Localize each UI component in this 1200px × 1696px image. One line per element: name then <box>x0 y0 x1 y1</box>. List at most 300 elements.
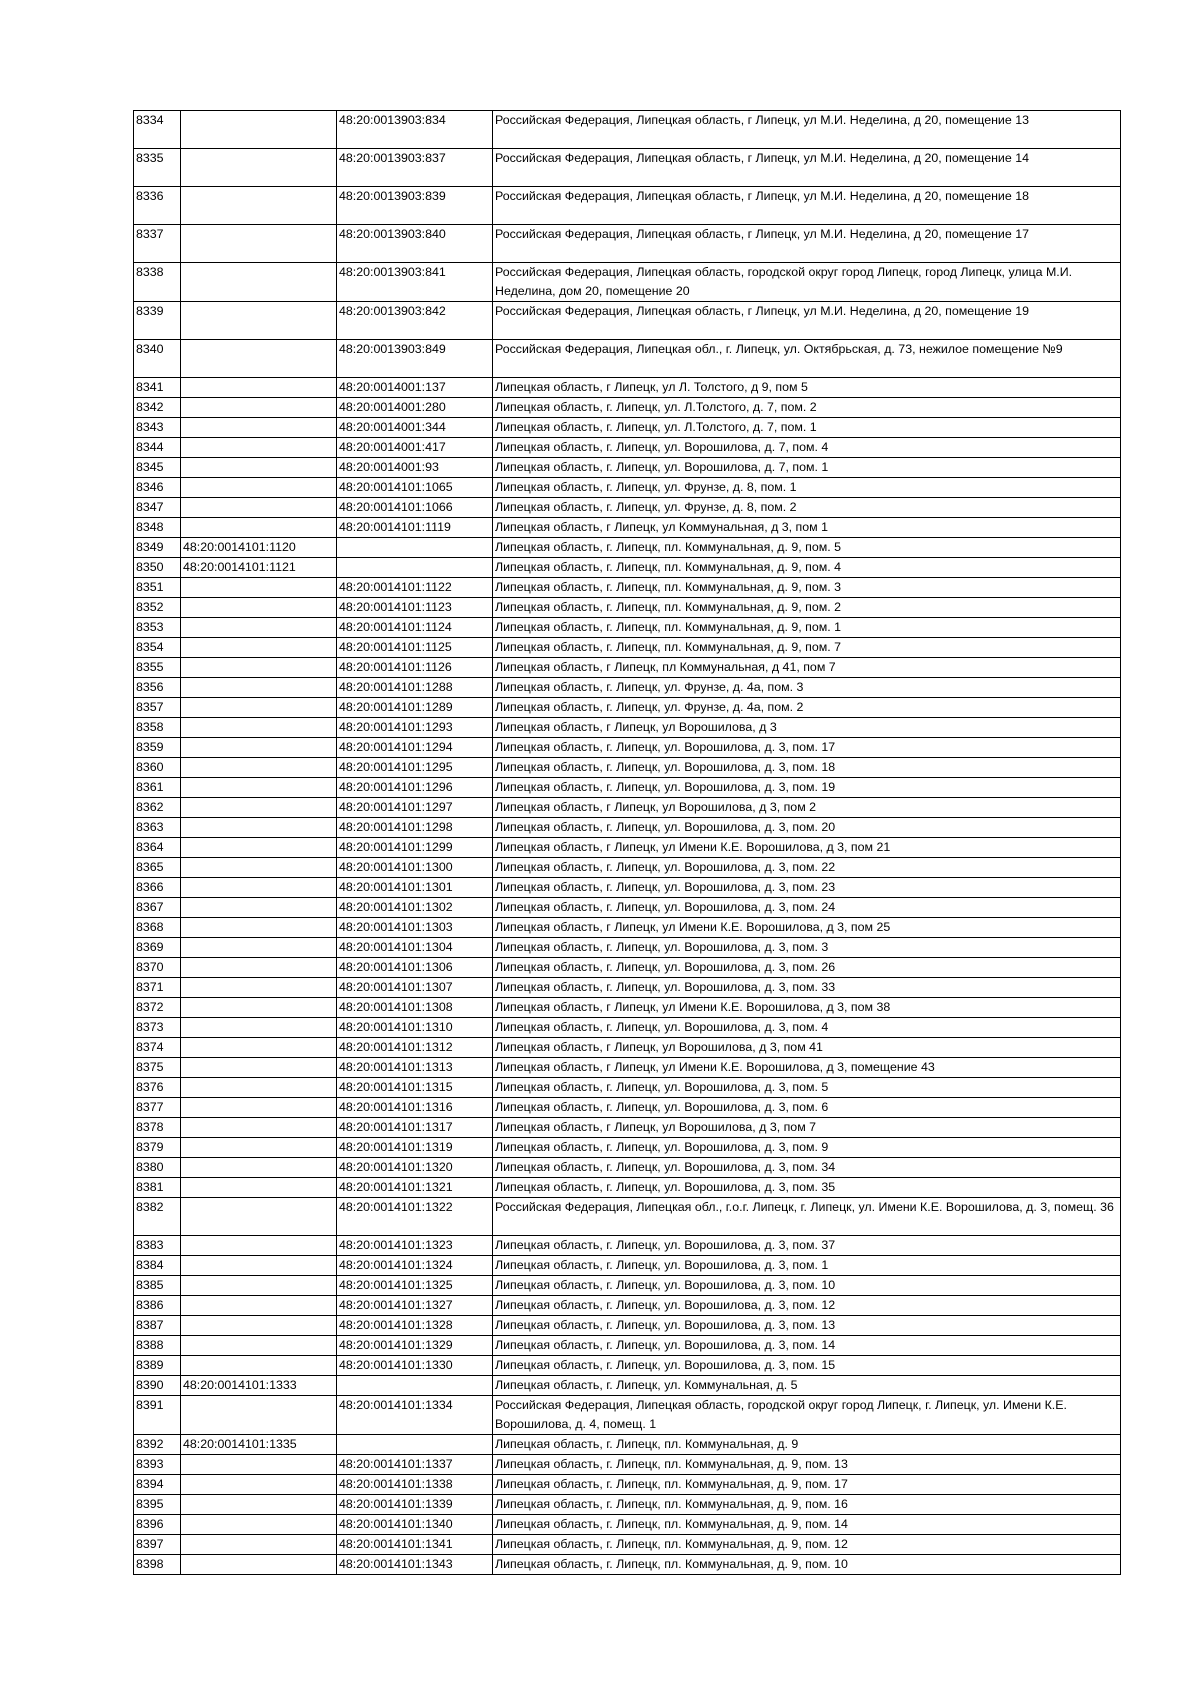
table-row <box>134 458 1121 478</box>
cadastral-number-alt-cell: 48:20:0014001:93 <box>337 458 493 478</box>
address-cell: Липецкая область, г. Липецк, ул. Ворошилова, д. 3, пом. 26 <box>493 958 1121 978</box>
cadastral-number-cell <box>181 938 337 958</box>
row-number-cell: 8350 <box>134 558 181 578</box>
address-cell: Липецкая область, г. Липецк, пл. Коммунальная, д. 9, пом. 10 <box>493 1555 1121 1575</box>
row-number-cell: 8371 <box>134 978 181 998</box>
table-row <box>134 678 1121 698</box>
table-row <box>134 1158 1121 1178</box>
row-number-cell: 8363 <box>134 818 181 838</box>
cadastral-number-alt-cell: 48:20:0013903:839 <box>337 187 493 225</box>
address-cell: Российская Федерация, Липецкая область, г Липецк, ул М.И. Неделина, д 20, помещение 17 <box>493 225 1121 263</box>
row-number-cell: 8393 <box>134 1455 181 1475</box>
table-row <box>134 1256 1121 1276</box>
cadastral-number-cell <box>181 518 337 538</box>
row-number-cell: 8359 <box>134 738 181 758</box>
cadastral-number-alt-cell: 48:20:0014101:1307 <box>337 978 493 998</box>
cadastral-number-alt-cell: 48:20:0014101:1124 <box>337 618 493 638</box>
table-row <box>134 1038 1121 1058</box>
cadastral-number-alt-cell: 48:20:0014101:1324 <box>337 1256 493 1276</box>
table-row <box>134 263 1121 302</box>
cadastral-number-cell <box>181 818 337 838</box>
cadastral-number-cell <box>181 1336 337 1356</box>
cadastral-number-cell <box>181 958 337 978</box>
property-registry-table <box>133 110 1121 1575</box>
row-number-cell: 8382 <box>134 1198 181 1236</box>
table-row <box>134 1495 1121 1515</box>
table-row <box>134 187 1121 225</box>
address-cell: Липецкая область, г. Липецк, ул. Ворошилова, д. 3, пом. 34 <box>493 1158 1121 1178</box>
cadastral-number-cell <box>181 838 337 858</box>
table-row <box>134 1555 1121 1575</box>
table-row <box>134 578 1121 598</box>
address-cell: Липецкая область, г Липецк, ул Ворошилова, д 3 <box>493 718 1121 738</box>
address-cell: Липецкая область, г Липецк, ул Имени К.Е. Ворошилова, д 3, пом 38 <box>493 998 1121 1018</box>
address-cell: Липецкая область, г. Липецк, ул. Фрунзе, д. 4а, пом. 3 <box>493 678 1121 698</box>
row-number-cell: 8396 <box>134 1515 181 1535</box>
cadastral-number-cell <box>181 1256 337 1276</box>
address-cell: Российская Федерация, Липецкая область, городской округ город Липецк, город Липецк, улица М.И. Неделина, дом 20, помещение 20 <box>493 263 1121 302</box>
address-cell: Российская Федерация, Липецкая область, городской округ город Липецк, г. Липецк, ул. Имени К.Е. Ворошилова, д. 4, помещ. 1 <box>493 1396 1121 1435</box>
cadastral-number-alt-cell: 48:20:0014101:1288 <box>337 678 493 698</box>
cadastral-number-alt-cell: 48:20:0014101:1119 <box>337 518 493 538</box>
cadastral-number-alt-cell: 48:20:0014101:1321 <box>337 1178 493 1198</box>
row-number-cell: 8357 <box>134 698 181 718</box>
cadastral-number-cell <box>181 1515 337 1535</box>
address-cell: Липецкая область, г. Липецк, ул. Ворошилова, д. 3, пом. 12 <box>493 1296 1121 1316</box>
address-cell: Липецкая область, г. Липецк, ул. Ворошилова, д. 3, пом. 13 <box>493 1316 1121 1336</box>
table-row <box>134 111 1121 149</box>
row-number-cell: 8375 <box>134 1058 181 1078</box>
cadastral-number-cell <box>181 1555 337 1575</box>
cadastral-number-cell: 48:20:0014101:1120 <box>181 538 337 558</box>
cadastral-number-cell <box>181 1495 337 1515</box>
address-cell: Липецкая область, г. Липецк, пл. Коммунальная, д. 9, пом. 2 <box>493 598 1121 618</box>
cadastral-number-alt-cell: 48:20:0013903:840 <box>337 225 493 263</box>
table-row <box>134 398 1121 418</box>
cadastral-number-alt-cell: 48:20:0014101:1328 <box>337 1316 493 1336</box>
cadastral-number-alt-cell: 48:20:0014101:1293 <box>337 718 493 738</box>
cadastral-number-alt-cell: 48:20:0014101:1327 <box>337 1296 493 1316</box>
cadastral-number-alt-cell: 48:20:0014001:417 <box>337 438 493 458</box>
row-number-cell: 8334 <box>134 111 181 149</box>
cadastral-number-cell <box>181 678 337 698</box>
address-cell: Липецкая область, г. Липецк, пл. Коммунальная, д. 9, пом. 17 <box>493 1475 1121 1495</box>
address-cell: Липецкая область, г. Липецк, ул. Ворошилова, д. 7, пом. 1 <box>493 458 1121 478</box>
row-number-cell: 8340 <box>134 340 181 378</box>
table-row <box>134 918 1121 938</box>
table-row <box>134 1356 1121 1376</box>
cadastral-number-alt-cell: 48:20:0014101:1294 <box>337 738 493 758</box>
cadastral-number-cell <box>181 1198 337 1236</box>
cadastral-number-cell <box>181 1455 337 1475</box>
table-row <box>134 302 1121 340</box>
cadastral-number-cell <box>181 1138 337 1158</box>
address-cell: Липецкая область, г Липецк, ул Ворошилова, д 3, пом 41 <box>493 1038 1121 1058</box>
address-cell: Липецкая область, г. Липецк, ул. Фрунзе, д. 8, пом. 2 <box>493 498 1121 518</box>
table-row <box>134 798 1121 818</box>
cadastral-number-alt-cell <box>337 1435 493 1455</box>
cadastral-number-alt-cell: 48:20:0014101:1334 <box>337 1396 493 1435</box>
cadastral-number-cell <box>181 1038 337 1058</box>
row-number-cell: 8376 <box>134 1078 181 1098</box>
address-cell: Российская Федерация, Липецкая область, г Липецк, ул М.И. Неделина, д 20, помещение 13 <box>493 111 1121 149</box>
row-number-cell: 8373 <box>134 1018 181 1038</box>
table-row <box>134 978 1121 998</box>
cadastral-number-alt-cell: 48:20:0014101:1298 <box>337 818 493 838</box>
cadastral-number-cell <box>181 225 337 263</box>
address-cell: Липецкая область, г. Липецк, ул. Ворошилова, д. 3, пом. 22 <box>493 858 1121 878</box>
address-cell: Липецкая область, г. Липецк, пл. Коммунальная, д. 9, пом. 3 <box>493 578 1121 598</box>
table-row <box>134 818 1121 838</box>
row-number-cell: 8344 <box>134 438 181 458</box>
cadastral-number-cell <box>181 718 337 738</box>
address-cell: Липецкая область, г. Липецк, ул. Ворошилова, д. 3, пом. 5 <box>493 1078 1121 1098</box>
table-row <box>134 898 1121 918</box>
row-number-cell: 8397 <box>134 1535 181 1555</box>
table-row <box>134 638 1121 658</box>
cadastral-number-cell <box>181 458 337 478</box>
cadastral-number-cell <box>181 1535 337 1555</box>
row-number-cell: 8392 <box>134 1435 181 1455</box>
cadastral-number-cell <box>181 111 337 149</box>
cadastral-number-cell <box>181 918 337 938</box>
row-number-cell: 8342 <box>134 398 181 418</box>
address-cell: Липецкая область, г Липецк, пл Коммунальная, д 41, пом 7 <box>493 658 1121 678</box>
address-cell: Липецкая область, г. Липецк, ул. Ворошилова, д. 3, пом. 4 <box>493 1018 1121 1038</box>
cadastral-number-cell <box>181 1236 337 1256</box>
address-cell: Липецкая область, г. Липецк, пл. Коммунальная, д. 9 <box>493 1435 1121 1455</box>
cadastral-number-alt-cell: 48:20:0014101:1308 <box>337 998 493 1018</box>
cadastral-number-cell <box>181 758 337 778</box>
table-row <box>134 498 1121 518</box>
cadastral-number-alt-cell: 48:20:0014101:1123 <box>337 598 493 618</box>
row-number-cell: 8398 <box>134 1555 181 1575</box>
table-row <box>134 1078 1121 1098</box>
cadastral-number-alt-cell: 48:20:0014101:1065 <box>337 478 493 498</box>
table-row <box>134 1336 1121 1356</box>
address-cell: Липецкая область, г. Липецк, ул. Ворошилова, д. 3, пом. 15 <box>493 1356 1121 1376</box>
table-row <box>134 438 1121 458</box>
address-cell: Липецкая область, г Липецк, ул Имени К.Е. Ворошилова, д 3, пом 25 <box>493 918 1121 938</box>
cadastral-number-alt-cell: 48:20:0014101:1301 <box>337 878 493 898</box>
table-row <box>134 1515 1121 1535</box>
table-row <box>134 1198 1121 1236</box>
cadastral-number-alt-cell: 48:20:0014101:1122 <box>337 578 493 598</box>
cadastral-number-alt-cell: 48:20:0013903:842 <box>337 302 493 340</box>
address-cell: Липецкая область, г Липецк, ул Ворошилова, д 3, пом 2 <box>493 798 1121 818</box>
cadastral-number-cell: 48:20:0014101:1121 <box>181 558 337 578</box>
address-cell: Липецкая область, г. Липецк, ул. Ворошилова, д. 3, пом. 14 <box>493 1336 1121 1356</box>
address-cell: Липецкая область, г. Липецк, ул. Ворошилова, д. 3, пом. 17 <box>493 738 1121 758</box>
address-cell: Липецкая область, г. Липецк, ул. Ворошилова, д. 3, пом. 19 <box>493 778 1121 798</box>
table-row <box>134 878 1121 898</box>
table-row <box>134 758 1121 778</box>
table-row <box>134 618 1121 638</box>
cadastral-number-alt-cell: 48:20:0014101:1312 <box>337 1038 493 1058</box>
cadastral-number-cell <box>181 398 337 418</box>
cadastral-number-alt-cell: 48:20:0014101:1320 <box>337 1158 493 1178</box>
address-cell: Российская Федерация, Липецкая область, г Липецк, ул М.И. Неделина, д 20, помещение 18 <box>493 187 1121 225</box>
address-cell: Липецкая область, г. Липецк, пл. Коммунальная, д. 9, пом. 7 <box>493 638 1121 658</box>
table-row <box>134 1118 1121 1138</box>
address-cell: Российская Федерация, Липецкая обл., г. Липецк, ул. Октябрьская, д. 73, нежилое помещение №9 <box>493 340 1121 378</box>
table-row <box>134 838 1121 858</box>
cadastral-number-alt-cell <box>337 538 493 558</box>
row-number-cell: 8395 <box>134 1495 181 1515</box>
address-cell: Российская Федерация, Липецкая обл., г.о.г. Липецк, г. Липецк, ул. Имени К.Е. Ворошилова, д. 3, помещ. 36 <box>493 1198 1121 1236</box>
row-number-cell: 8346 <box>134 478 181 498</box>
address-cell: Липецкая область, г Липецк, ул Ворошилова, д 3, пом 7 <box>493 1118 1121 1138</box>
cadastral-number-cell <box>181 1475 337 1495</box>
cadastral-number-cell: 48:20:0014101:1333 <box>181 1376 337 1396</box>
row-number-cell: 8372 <box>134 998 181 1018</box>
cadastral-number-alt-cell: 48:20:0014101:1322 <box>337 1198 493 1236</box>
cadastral-number-cell <box>181 1296 337 1316</box>
cadastral-number-cell <box>181 149 337 187</box>
table-row <box>134 1296 1121 1316</box>
row-number-cell: 8337 <box>134 225 181 263</box>
address-cell: Липецкая область, г. Липецк, ул. Ворошилова, д. 7, пом. 4 <box>493 438 1121 458</box>
cadastral-number-alt-cell <box>337 1376 493 1396</box>
table-row <box>134 478 1121 498</box>
cadastral-number-cell <box>181 1316 337 1336</box>
cadastral-number-alt-cell: 48:20:0014101:1323 <box>337 1236 493 1256</box>
cadastral-number-alt-cell: 48:20:0014101:1337 <box>337 1455 493 1475</box>
cadastral-number-alt-cell: 48:20:0014001:137 <box>337 378 493 398</box>
cadastral-number-cell <box>181 478 337 498</box>
cadastral-number-alt-cell: 48:20:0014101:1299 <box>337 838 493 858</box>
cadastral-number-alt-cell: 48:20:0014101:1343 <box>337 1555 493 1575</box>
cadastral-number-cell <box>181 1018 337 1038</box>
row-number-cell: 8362 <box>134 798 181 818</box>
cadastral-number-cell <box>181 1058 337 1078</box>
cadastral-number-alt-cell: 48:20:0014101:1341 <box>337 1535 493 1555</box>
address-cell: Липецкая область, г. Липецк, ул. Ворошилова, д. 3, пом. 18 <box>493 758 1121 778</box>
row-number-cell: 8348 <box>134 518 181 538</box>
address-cell: Липецкая область, г. Липецк, пл. Коммунальная, д. 9, пом. 16 <box>493 1495 1121 1515</box>
row-number-cell: 8391 <box>134 1396 181 1435</box>
row-number-cell: 8379 <box>134 1138 181 1158</box>
cadastral-number-alt-cell: 48:20:0013903:841 <box>337 263 493 302</box>
cadastral-number-alt-cell: 48:20:0014001:280 <box>337 398 493 418</box>
table-row <box>134 340 1121 378</box>
cadastral-number-alt-cell: 48:20:0014101:1310 <box>337 1018 493 1038</box>
row-number-cell: 8343 <box>134 418 181 438</box>
table-row <box>134 418 1121 438</box>
cadastral-number-alt-cell: 48:20:0014101:1295 <box>337 758 493 778</box>
address-cell: Липецкая область, г. Липецк, ул. Ворошилова, д. 3, пом. 20 <box>493 818 1121 838</box>
cadastral-number-cell <box>181 578 337 598</box>
cadastral-number-alt-cell: 48:20:0014101:1340 <box>337 1515 493 1535</box>
row-number-cell: 8394 <box>134 1475 181 1495</box>
table-row <box>134 1058 1121 1078</box>
row-number-cell: 8385 <box>134 1276 181 1296</box>
row-number-cell: 8358 <box>134 718 181 738</box>
address-cell: Липецкая область, г. Липецк, ул. Ворошилова, д. 3, пом. 35 <box>493 1178 1121 1198</box>
row-number-cell: 8354 <box>134 638 181 658</box>
table-row <box>134 225 1121 263</box>
row-number-cell: 8380 <box>134 1158 181 1178</box>
cadastral-number-cell <box>181 1396 337 1435</box>
table-row <box>134 778 1121 798</box>
address-cell: Липецкая область, г. Липецк, ул. Л.Толстого, д. 7, пом. 1 <box>493 418 1121 438</box>
cadastral-number-cell: 48:20:0014101:1335 <box>181 1435 337 1455</box>
cadastral-number-cell <box>181 263 337 302</box>
address-cell: Липецкая область, г Липецк, ул Имени К.Е. Ворошилова, д 3, помещение 43 <box>493 1058 1121 1078</box>
cadastral-number-cell <box>181 598 337 618</box>
address-cell: Липецкая область, г. Липецк, пл. Коммунальная, д. 9, пом. 13 <box>493 1455 1121 1475</box>
address-cell: Липецкая область, г. Липецк, пл. Коммунальная, д. 9, пом. 14 <box>493 1515 1121 1535</box>
cadastral-number-cell <box>181 418 337 438</box>
address-cell: Липецкая область, г. Липецк, пл. Коммунальная, д. 9, пом. 1 <box>493 618 1121 638</box>
address-cell: Российская Федерация, Липецкая область, г Липецк, ул М.И. Неделина, д 20, помещение 14 <box>493 149 1121 187</box>
address-cell: Липецкая область, г. Липецк, ул. Ворошилова, д. 3, пом. 1 <box>493 1256 1121 1276</box>
cadastral-number-cell <box>181 1078 337 1098</box>
table-row <box>134 958 1121 978</box>
registry-table-body <box>134 111 1121 1575</box>
address-cell: Липецкая область, г. Липецк, ул. Коммунальная, д. 5 <box>493 1376 1121 1396</box>
row-number-cell: 8353 <box>134 618 181 638</box>
cadastral-number-alt-cell: 48:20:0014101:1304 <box>337 938 493 958</box>
address-cell: Липецкая область, г. Липецк, пл. Коммунальная, д. 9, пом. 12 <box>493 1535 1121 1555</box>
cadastral-number-cell <box>181 698 337 718</box>
cadastral-number-cell <box>181 638 337 658</box>
cadastral-number-cell <box>181 878 337 898</box>
cadastral-number-cell <box>181 498 337 518</box>
cadastral-number-alt-cell: 48:20:0014101:1125 <box>337 638 493 658</box>
row-number-cell: 8347 <box>134 498 181 518</box>
table-row <box>134 1276 1121 1296</box>
row-number-cell: 8384 <box>134 1256 181 1276</box>
cadastral-number-cell <box>181 1158 337 1178</box>
cadastral-number-alt-cell: 48:20:0014101:1315 <box>337 1078 493 1098</box>
row-number-cell: 8356 <box>134 678 181 698</box>
cadastral-number-cell <box>181 1098 337 1118</box>
table-row <box>134 1396 1121 1435</box>
cadastral-number-cell <box>181 187 337 225</box>
address-cell: Российская Федерация, Липецкая область, г Липецк, ул М.И. Неделина, д 20, помещение 19 <box>493 302 1121 340</box>
address-cell: Липецкая область, г. Липецк, ул. Ворошилова, д. 3, пом. 10 <box>493 1276 1121 1296</box>
cadastral-number-alt-cell: 48:20:0014101:1300 <box>337 858 493 878</box>
row-number-cell: 8370 <box>134 958 181 978</box>
table-row <box>134 938 1121 958</box>
cadastral-number-cell <box>181 378 337 398</box>
cadastral-number-alt-cell: 48:20:0014101:1338 <box>337 1475 493 1495</box>
address-cell: Липецкая область, г Липецк, ул Л. Толстого, д 9, пом 5 <box>493 378 1121 398</box>
row-number-cell: 8349 <box>134 538 181 558</box>
table-row <box>134 998 1121 1018</box>
address-cell: Липецкая область, г. Липецк, ул. Ворошилова, д. 3, пом. 9 <box>493 1138 1121 1158</box>
row-number-cell: 8365 <box>134 858 181 878</box>
address-cell: Липецкая область, г Липецк, ул Коммунальная, д 3, пом 1 <box>493 518 1121 538</box>
table-row <box>134 1098 1121 1118</box>
row-number-cell: 8364 <box>134 838 181 858</box>
address-cell: Липецкая область, г. Липецк, ул. Ворошилова, д. 3, пом. 23 <box>493 878 1121 898</box>
table-row <box>134 1018 1121 1038</box>
table-row <box>134 858 1121 878</box>
table-row <box>134 538 1121 558</box>
row-number-cell: 8386 <box>134 1296 181 1316</box>
row-number-cell: 8377 <box>134 1098 181 1118</box>
address-cell: Липецкая область, г. Липецк, пл. Коммунальная, д. 9, пом. 5 <box>493 538 1121 558</box>
row-number-cell: 8361 <box>134 778 181 798</box>
table-row <box>134 1178 1121 1198</box>
cadastral-number-alt-cell: 48:20:0014101:1316 <box>337 1098 493 1118</box>
address-cell: Липецкая область, г. Липецк, ул. Ворошилова, д. 3, пом. 3 <box>493 938 1121 958</box>
cadastral-number-alt-cell: 48:20:0014101:1297 <box>337 798 493 818</box>
table-row <box>134 1316 1121 1336</box>
cadastral-number-cell <box>181 658 337 678</box>
cadastral-number-alt-cell: 48:20:0014101:1329 <box>337 1336 493 1356</box>
cadastral-number-alt-cell <box>337 558 493 578</box>
table-row <box>134 1455 1121 1475</box>
row-number-cell: 8390 <box>134 1376 181 1396</box>
row-number-cell: 8341 <box>134 378 181 398</box>
cadastral-number-cell <box>181 998 337 1018</box>
cadastral-number-alt-cell: 48:20:0014101:1302 <box>337 898 493 918</box>
cadastral-number-cell <box>181 618 337 638</box>
cadastral-number-cell <box>181 1178 337 1198</box>
table-row <box>134 1475 1121 1495</box>
row-number-cell: 8351 <box>134 578 181 598</box>
cadastral-number-cell <box>181 438 337 458</box>
table-row <box>134 598 1121 618</box>
cadastral-number-cell <box>181 302 337 340</box>
address-cell: Липецкая область, г. Липецк, пл. Коммунальная, д. 9, пом. 4 <box>493 558 1121 578</box>
table-row <box>134 378 1121 398</box>
row-number-cell: 8367 <box>134 898 181 918</box>
row-number-cell: 8378 <box>134 1118 181 1138</box>
address-cell: Липецкая область, г. Липецк, ул. Л.Толстого, д. 7, пом. 2 <box>493 398 1121 418</box>
cadastral-number-alt-cell: 48:20:0013903:834 <box>337 111 493 149</box>
cadastral-number-cell <box>181 858 337 878</box>
cadastral-number-alt-cell: 48:20:0014101:1339 <box>337 1495 493 1515</box>
cadastral-number-alt-cell: 48:20:0014101:1325 <box>337 1276 493 1296</box>
cadastral-number-alt-cell: 48:20:0014101:1296 <box>337 778 493 798</box>
row-number-cell: 8336 <box>134 187 181 225</box>
address-cell: Липецкая область, г Липецк, ул Имени К.Е. Ворошилова, д 3, пом 21 <box>493 838 1121 858</box>
address-cell: Липецкая область, г. Липецк, ул. Фрунзе, д. 4а, пом. 2 <box>493 698 1121 718</box>
cadastral-number-alt-cell: 48:20:0014101:1317 <box>337 1118 493 1138</box>
address-cell: Липецкая область, г. Липецк, ул. Ворошилова, д. 3, пом. 24 <box>493 898 1121 918</box>
row-number-cell: 8389 <box>134 1356 181 1376</box>
row-number-cell: 8368 <box>134 918 181 938</box>
cadastral-number-alt-cell: 48:20:0014101:1330 <box>337 1356 493 1376</box>
table-row <box>134 658 1121 678</box>
cadastral-number-alt-cell: 48:20:0014101:1303 <box>337 918 493 938</box>
cadastral-number-cell <box>181 978 337 998</box>
cadastral-number-alt-cell: 48:20:0014101:1066 <box>337 498 493 518</box>
table-row <box>134 1236 1121 1256</box>
cadastral-number-cell <box>181 898 337 918</box>
cadastral-number-alt-cell: 48:20:0014101:1313 <box>337 1058 493 1078</box>
row-number-cell: 8352 <box>134 598 181 618</box>
cadastral-number-alt-cell: 48:20:0014101:1126 <box>337 658 493 678</box>
address-cell: Липецкая область, г. Липецк, ул. Ворошилова, д. 3, пом. 6 <box>493 1098 1121 1118</box>
row-number-cell: 8338 <box>134 263 181 302</box>
table-row <box>134 738 1121 758</box>
cadastral-number-cell <box>181 1276 337 1296</box>
row-number-cell: 8388 <box>134 1336 181 1356</box>
cadastral-number-cell <box>181 1118 337 1138</box>
cadastral-number-cell <box>181 340 337 378</box>
table-row <box>134 558 1121 578</box>
cadastral-number-alt-cell: 48:20:0014001:344 <box>337 418 493 438</box>
table-row <box>134 698 1121 718</box>
row-number-cell: 8355 <box>134 658 181 678</box>
row-number-cell: 8383 <box>134 1236 181 1256</box>
cadastral-number-alt-cell: 48:20:0014101:1319 <box>337 1138 493 1158</box>
